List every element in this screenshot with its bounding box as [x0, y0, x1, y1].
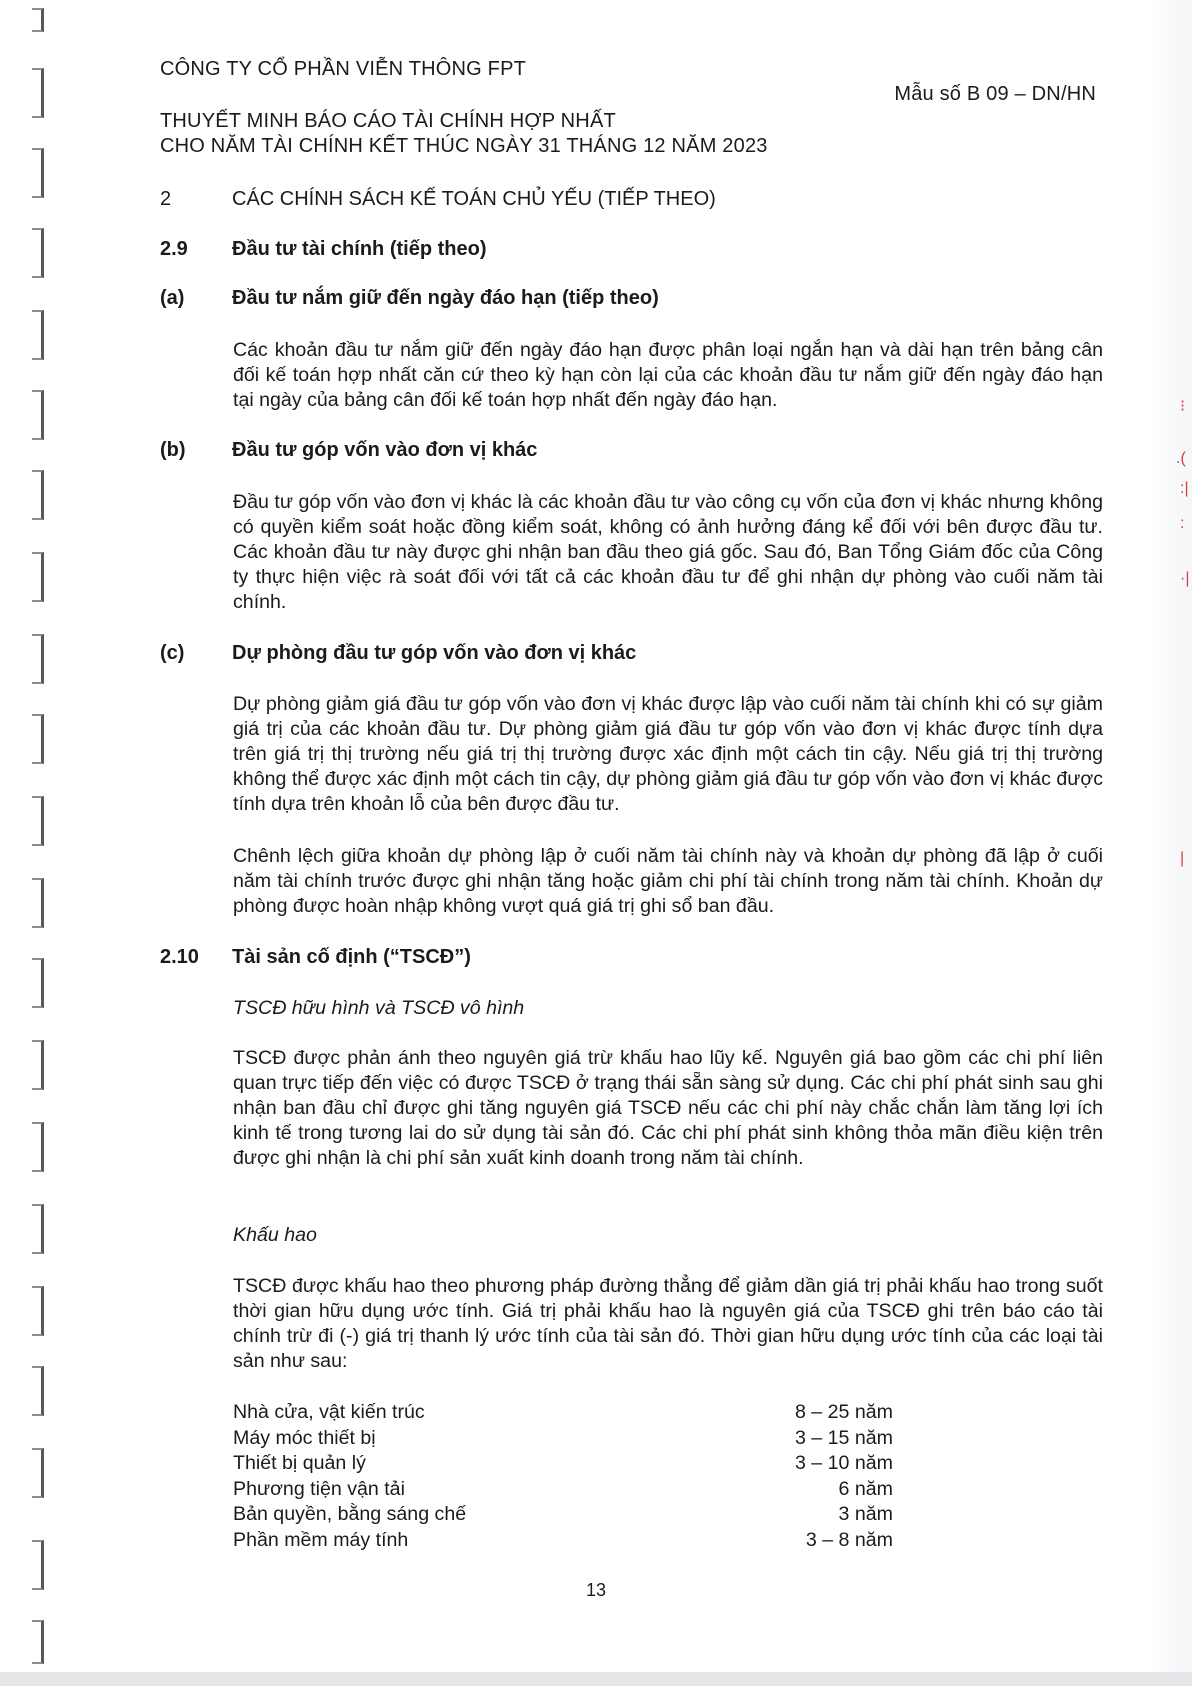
- section-title: Tài sản cố định (“TSCĐ”): [232, 946, 471, 968]
- binder-mark: [32, 634, 44, 684]
- asset-name: Phần mềm máy tính: [233, 1528, 409, 1551]
- stamp-bleed-mark: :: [1180, 515, 1185, 532]
- report-title-line: THUYẾT MINH BÁO CÁO TÀI CHÍNH HỢP NHẤT: [160, 110, 616, 132]
- binder-margin: [24, 0, 54, 1686]
- table-row: [233, 1529, 893, 1555]
- binder-mark: [32, 1620, 44, 1664]
- binder-mark: [32, 1122, 44, 1172]
- section-number: (c): [160, 642, 185, 664]
- binder-mark: [32, 796, 44, 846]
- table-row: [233, 1427, 893, 1453]
- section-heading: [160, 642, 636, 665]
- stamp-bleed-mark: ·|: [1180, 570, 1190, 587]
- useful-life: 3 – 8 năm: [805, 1528, 893, 1551]
- company-name: CÔNG TY CỔ PHẦN VIỄN THÔNG FPT: [160, 58, 527, 80]
- binder-mark: [32, 228, 44, 278]
- useful-life: 6 năm: [838, 1477, 893, 1500]
- section-number: 2.10: [160, 946, 199, 968]
- table-row: [233, 1452, 893, 1478]
- subheading: Khấu hao: [233, 1224, 317, 1246]
- asset-name: Bản quyền, bằng sáng chế: [233, 1503, 467, 1525]
- binder-mark: [32, 552, 44, 602]
- binder-mark: [32, 1366, 44, 1416]
- page-number: 13: [585, 1580, 607, 1600]
- section-number: (b): [160, 439, 186, 461]
- section-heading: [160, 238, 486, 261]
- table-row: [233, 1478, 893, 1504]
- section-number: 2: [160, 188, 172, 210]
- binder-mark: [32, 8, 44, 32]
- useful-life: 3 – 15 năm: [794, 1426, 893, 1449]
- asset-name: Thiết bị quản lý: [233, 1452, 366, 1474]
- useful-life: 8 – 25 năm: [794, 1401, 893, 1423]
- stamp-bleed-mark: :|: [1180, 480, 1189, 497]
- binder-mark: [32, 310, 44, 360]
- binder-mark: [32, 1040, 44, 1090]
- binder-mark: [32, 68, 44, 118]
- section-title: Đầu tư góp vốn vào đơn vị khác: [232, 439, 538, 461]
- section-heading: [160, 946, 471, 969]
- binder-mark: [32, 148, 44, 198]
- table-row: [233, 1503, 893, 1529]
- page-edge-shadow: [1152, 0, 1192, 1686]
- section-heading: [160, 439, 537, 462]
- binder-mark: [32, 390, 44, 440]
- binder-mark: [32, 878, 44, 928]
- binder-mark: [32, 714, 44, 764]
- binder-mark: [32, 958, 44, 1008]
- table-row: [233, 1401, 893, 1427]
- paragraph: TSCĐ được khấu hao theo phương pháp đường thẳng để giảm dần giá trị phải khấu hao trong suốt thời gian hữu dụng ước tính. Giá trị phải khấu hao là nguyên giá của TSCĐ ghi trên báo cáo tài chính trừ đi (-) giá trị thanh lý ước tính của tài sản đó. Thời gian hữu dụng ước tính của các loại tài sản như sau:: [233, 1275, 1103, 1372]
- section-title: Đầu tư nắm giữ đến ngày đáo hạn (tiếp theo): [232, 287, 659, 309]
- useful-life: 3 – 10 năm: [794, 1452, 893, 1474]
- section-heading: [160, 287, 659, 310]
- asset-name: Máy móc thiết bị: [233, 1426, 376, 1449]
- stamp-bleed-mark: .(: [1176, 450, 1186, 467]
- paragraph: Các khoản đầu tư nắm giữ đến ngày đáo hạn được phân loại ngắn hạn và dài hạn trên bảng cân đối kế toán hợp nhất căn cứ theo kỳ hạn còn lại của các khoản đầu tư nắm giữ đến ngày đáo hạn tại ngày của bảng cân đối kế toán hợp nhất đến ngày đáo hạn.: [233, 339, 1103, 411]
- paragraph: Dự phòng giảm giá đầu tư góp vốn vào đơn vị khác được lập vào cuối năm tài chính khi có sự giảm giá trị của các khoản đầu tư. Dự phòng giảm giá đầu tư góp vốn vào đơn vị khác được tính dựa trên giá trị thị trường nếu giá trị thị trường được xác định một cách tin cậy. Nếu giá trị thị trường không thể được xác định một cách tin cậy, dự phòng giảm giá đầu tư góp vốn vào đơn vị khác được tính dựa trên khoản lỗ của bên được đầu tư.: [233, 693, 1103, 815]
- binder-mark: [32, 1204, 44, 1254]
- section-title: Dự phòng đầu tư góp vốn vào đơn vị khác: [232, 642, 637, 664]
- section-number: (a): [160, 287, 185, 309]
- binder-mark: [32, 1286, 44, 1336]
- section-heading: [160, 188, 716, 211]
- stamp-bleed-mark: |: [1180, 850, 1185, 867]
- stamp-bleed-mark: ⁝: [1180, 398, 1186, 415]
- useful-life-table: [233, 1401, 893, 1554]
- paragraph: TSCĐ được phản ánh theo nguyên giá trừ khấu hao lũy kế. Nguyên giá bao gồm các chi phí liên quan trực tiếp đến việc có được TSCĐ ở trạng thái sẵn sàng sử dụng. Các chi phí phát sinh sau ghi nhận ban đầu chỉ được ghi tăng nguyên giá TSCĐ nếu các chi phí này chắc chắn làm tăng lợi ích kinh tế trong tương lai do sử dụng tài sản đó. Các chi phí phát sinh không thỏa mãn điều kiện trên được ghi nhận là chi phí sản xuất kinh doanh trong năm tài chính.: [233, 1047, 1103, 1169]
- section-number: 2.9: [160, 238, 188, 260]
- report-title: [160, 109, 768, 159]
- scan-bottom-strip: [0, 1672, 1192, 1686]
- paragraph: Đầu tư góp vốn vào đơn vị khác là các khoản đầu tư vào công cụ vốn của đơn vị khác nhưng không có quyền kiểm soát hoặc đồng kiểm soát, không có ảnh hưởng đáng kể đối với bên được đầu tư. Các khoản đầu tư này được ghi nhận ban đầu theo giá gốc. Sau đó, Ban Tổng Giám đốc của Công ty thực hiện việc rà soát đối với tất cả các khoản đầu tư để ghi nhận dự phòng vào cuối năm tài chính.: [233, 491, 1103, 613]
- report-title-line: CHO NĂM TÀI CHÍNH KẾT THÚC NGÀY 31 THÁNG 12 NĂM 2023: [160, 135, 768, 157]
- form-number: Mẫu số B 09 – DN/HN: [894, 83, 1096, 105]
- section-title: CÁC CHÍNH SÁCH KẾ TOÁN CHỦ YẾU (TIẾP THEO): [232, 188, 716, 210]
- asset-name: Nhà cửa, vật kiến trúc: [233, 1401, 425, 1423]
- paragraph: Chênh lệch giữa khoản dự phòng lập ở cuối năm tài chính này và khoản dự phòng đã lập ở cuối năm tài chính trước được ghi nhận tăng hoặc giảm chi phí tài chính trong năm tài chính. Khoản dự phòng được hoàn nhập không vượt quá giá trị ghi sổ ban đầu.: [233, 845, 1103, 917]
- binder-mark: [32, 470, 44, 520]
- asset-name: Phương tiện vận tải: [233, 1477, 405, 1500]
- section-title: Đầu tư tài chính (tiếp theo): [232, 238, 487, 260]
- subheading: TSCĐ hữu hình và TSCĐ vô hình: [233, 997, 525, 1019]
- useful-life: 3 năm: [838, 1503, 893, 1525]
- binder-mark: [32, 1448, 44, 1498]
